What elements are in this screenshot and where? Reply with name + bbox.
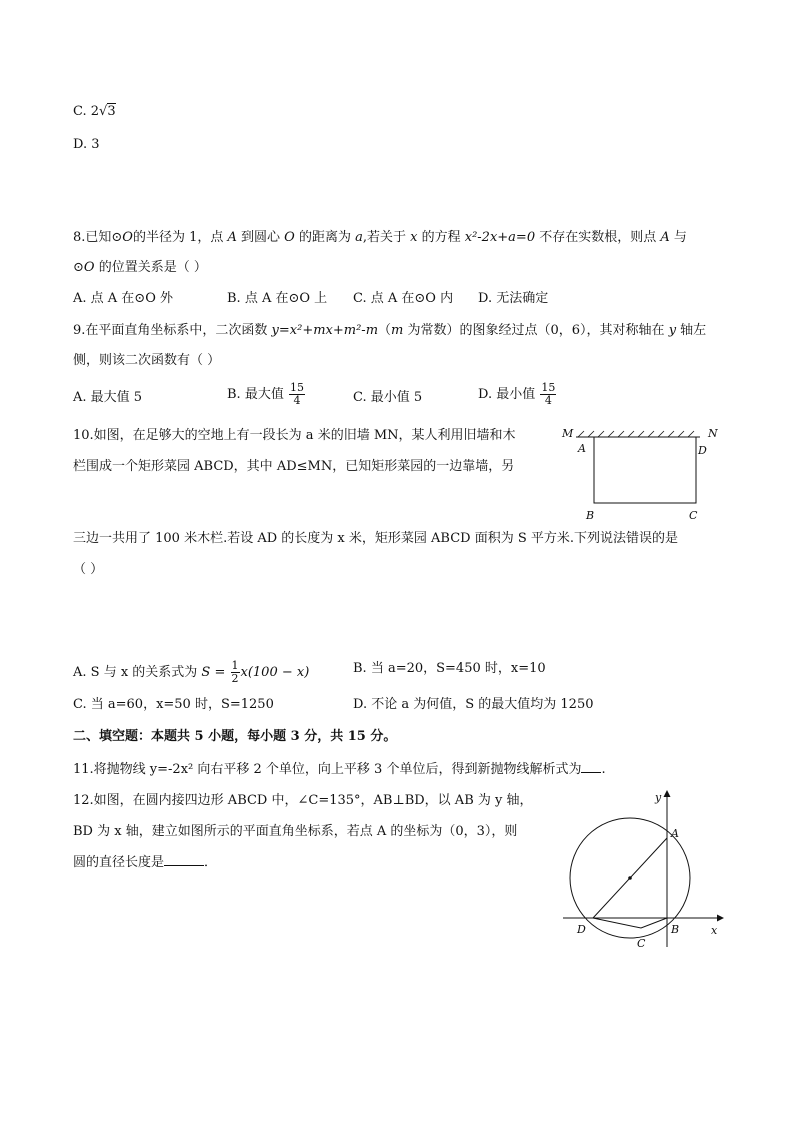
q11-text: 11.将抛物线 y=-2x² 向右平移 2 个单位，向上平移 3 个单位后，得到新抛物线解析式为: [73, 762, 582, 777]
q7-option-c: [73, 103, 116, 121]
answer-blank[interactable]: [581, 760, 601, 773]
label-n: N: [708, 427, 718, 440]
q9-stem-line2: 侧，则该二次函数有（ ）: [73, 353, 221, 368]
q8-var: x: [410, 230, 418, 245]
q10-option-d: D. 不论 a 为何值，S 的最大值均为 1250: [353, 697, 594, 712]
q10-figure: [558, 425, 728, 525]
q9-option-b: [227, 382, 306, 407]
q8-text: 的半径为 1，点: [132, 230, 228, 245]
q8-option-b: B. 点 A 在⊙O 上: [227, 291, 328, 306]
label-b: B: [586, 509, 595, 522]
q10-option-a: [73, 660, 309, 685]
fraction-numerator: 15: [541, 381, 556, 394]
q9-stem-line1: [73, 322, 706, 340]
label-m: M: [562, 427, 574, 440]
label-d: D: [698, 444, 707, 457]
q10-option-a-label: A. S 与 x 的关系式为: [73, 665, 202, 680]
fraction-denominator: 4: [293, 394, 301, 407]
x-axis-arrow-icon: [717, 915, 724, 922]
fraction-numerator: 1: [231, 659, 239, 672]
q11-stem: [73, 760, 606, 779]
q9-text: （: [378, 323, 392, 338]
y-axis-arrow-icon: [664, 790, 671, 797]
q8-text: 到圆心: [236, 230, 285, 245]
q7-option-d: D. 3: [73, 137, 100, 152]
q9-text: 9.在平面直角坐标系中，二次函数: [73, 323, 272, 338]
q9-text: 轴左: [676, 323, 707, 338]
q10-stem-line4: （ ）: [73, 562, 104, 577]
q8-text: 的距离为: [294, 230, 356, 245]
q8-text: ,若关于: [362, 230, 411, 245]
label-c: C: [637, 937, 646, 950]
q8-text: 与: [669, 230, 687, 245]
fraction-denominator: 4: [544, 394, 552, 407]
q8-option-d: D. 无法确定: [478, 291, 549, 306]
q8-var: O: [284, 230, 295, 245]
q8-option-c: C. 点 A 在⊙O 内: [353, 291, 454, 306]
section-heading: 二、填空题：本题共 5 小题，每小题 3 分，共 15 分。: [73, 729, 397, 744]
q9-option-d: [478, 382, 557, 407]
q9-option-d-label: D. 最小值: [478, 387, 536, 402]
q12-stem-line2: BD 为 x 轴，建立如图所示的平面直角坐标系，若点 A 的坐标为（0，3），则: [73, 824, 518, 839]
q8-stem-line1: [73, 229, 687, 247]
q12-stem-line1: 12.如图，在圆内接四边形 ABCD 中，∠C=135°，AB⊥BD，以 AB 为 y 轴，: [73, 793, 533, 808]
q10-stem-line3: 三边一共用了 100 米木栏.若设 AD 的长度为 x 米，矩形菜园 ABCD 面积为 S 平方米.下列说法错误的是: [73, 531, 679, 546]
q9-option-c: C. 最小值 5: [353, 390, 423, 405]
q8-var: O: [83, 260, 95, 275]
label-a: A: [671, 827, 679, 840]
q7-option-c-label: C.: [73, 104, 87, 119]
formula-rhs: x(100 − x): [240, 665, 310, 680]
label-x: x: [711, 924, 718, 937]
q7-option-c-coef: 2: [90, 104, 100, 119]
q8-option-a: A. 点 A 在⊙O 外: [73, 291, 173, 306]
q9-option-b-label: B. 最大值: [227, 387, 284, 402]
q12-text: ．: [204, 855, 218, 870]
q10-stem-line2: 栏围成一个矩形菜园 ABCD，其中 AD≤MN，已知矩形菜园的一边靠墙，另: [73, 459, 515, 474]
label-d: D: [577, 923, 586, 936]
q9-option-a: A. 最大值 5: [73, 390, 143, 405]
label-c: C: [689, 509, 698, 522]
q8-text: 8.已知⊙: [73, 230, 123, 245]
q8-stem-line2: [73, 259, 207, 277]
segment-ad: [593, 838, 667, 918]
q7-option-c-radicand: 3: [107, 104, 116, 119]
q8-text: 不存在实数根，则点: [535, 230, 661, 245]
q9-function: y=x²+mx+m²-m: [271, 323, 379, 338]
answer-blank[interactable]: [164, 853, 204, 866]
q12-stem-line3: [73, 853, 217, 872]
q12-text: 圆的直径长度是: [73, 855, 165, 870]
q8-var: A: [227, 230, 237, 245]
segments-dc-cb: [593, 918, 667, 928]
label-y: y: [655, 791, 662, 804]
q10-option-c: C. 当 a=60，x=50 时，S=1250: [73, 697, 274, 712]
q10-stem-line1: 10.如图，在足够大的空地上有一段长为 a 米的旧墙 MN，某人利用旧墙和木: [73, 428, 516, 443]
formula-lhs: S =: [201, 665, 226, 680]
fraction-denominator: 2: [231, 672, 239, 685]
fraction: [231, 660, 240, 685]
fraction-numerator: 15: [289, 381, 304, 394]
q8-text: ⊙: [73, 260, 84, 275]
q8-text: 的方程: [417, 230, 465, 245]
wall-hatching: [576, 431, 700, 437]
fraction: [540, 382, 556, 407]
sqrt-symbol: √: [99, 104, 108, 119]
q12-figure: [555, 785, 730, 955]
q8-var: O: [122, 230, 133, 245]
q11-text: .: [601, 762, 606, 777]
q9-var: m: [391, 323, 404, 338]
label-a: A: [578, 442, 586, 455]
rectangle-abcd: [594, 437, 696, 503]
q8-var: A: [660, 230, 670, 245]
q10-option-b: B. 当 a=20，S=450 时，x=10: [353, 661, 546, 676]
q9-text: 为常数）的图象经过点（0，6），其对称轴在: [403, 323, 669, 338]
q8-text: 的位置关系是（ ）: [94, 260, 207, 275]
q8-var: a: [355, 230, 363, 245]
label-b: B: [671, 923, 680, 936]
q8-equation: x²-2x+a=0: [464, 230, 536, 245]
q9-var: y: [668, 323, 677, 338]
fraction: [289, 382, 305, 407]
